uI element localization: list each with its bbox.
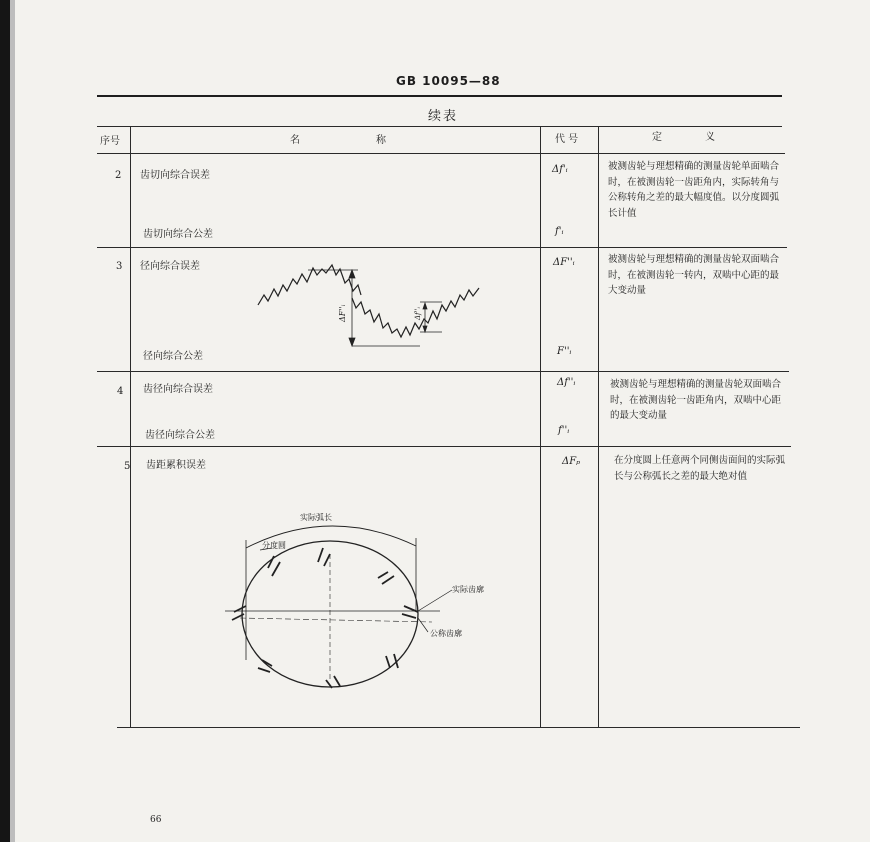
row-name-tolerance: 径向综合公差 [143, 351, 203, 362]
row-name: 径向综合误差 [140, 261, 200, 272]
header-def-1: 定 [652, 132, 662, 143]
row-name: 齿径向综合误差 [143, 384, 213, 395]
row-code: ΔFₚ [562, 456, 581, 467]
header-seq: 序号 [100, 136, 120, 147]
row-code: Δf'ᵢ [552, 164, 568, 175]
row-code: ΔF''ᵢ [553, 257, 575, 268]
figure-label: Δf''ᵢ [414, 307, 422, 320]
row-seq: 5 [124, 461, 131, 472]
row-definition: 被测齿轮与理想精确的测量齿轮双面啮合时，在被测齿轮一转内，双啮中心距的最大变动量 [608, 254, 780, 296]
row-name: 齿切向综合误差 [140, 170, 210, 181]
header-name-2: 称 [376, 135, 386, 146]
actual-profile-label: 实际齿廓 [452, 585, 484, 594]
row-definition: 被测齿轮与理想精确的测量齿轮双面啮合时，在被测齿轮一齿距角内，双啮中心距的最大变动量 [610, 379, 782, 421]
row-code-tolerance: f'ᵢ [555, 226, 564, 237]
row-seq: 4 [117, 386, 124, 397]
page-number: 66 [150, 815, 162, 825]
header-name-1: 名 [290, 135, 300, 146]
figure-label: ΔF''ᵢ [338, 304, 347, 322]
row-name-tolerance: 齿径向综合公差 [145, 430, 215, 441]
header-code: 代 号 [555, 134, 579, 145]
row-name: 齿距累积误差 [146, 460, 206, 471]
row-seq: 3 [116, 261, 123, 272]
arc-label: 实际弧长 [300, 513, 332, 522]
row-name-tolerance: 齿切向综合公差 [143, 229, 213, 240]
circle-label: 分度圆 [262, 541, 286, 550]
row-code-tolerance: F''ᵢ [557, 346, 572, 357]
row-definition: 在分度圆上任意两个同侧齿面间的实际弧长与公称弧长之差的最大绝对值 [614, 455, 786, 482]
row-definition: 被测齿轮与理想精确的测量齿轮单面啮合时，在被测齿轮一齿距角内，实际转角与公称转角之差的最大幅度值。以分度圆弧长计值 [608, 161, 780, 219]
row-seq: 2 [115, 170, 122, 181]
continued-title: 续表 [428, 109, 459, 124]
standard-number: GB 10095—88 [396, 74, 501, 88]
row-code: Δf''ᵢ [557, 377, 576, 388]
header-def-2: 义 [705, 132, 715, 143]
row-code-tolerance: f''ᵢ [558, 425, 570, 436]
nominal-profile-label: 公称齿廓 [430, 629, 462, 638]
